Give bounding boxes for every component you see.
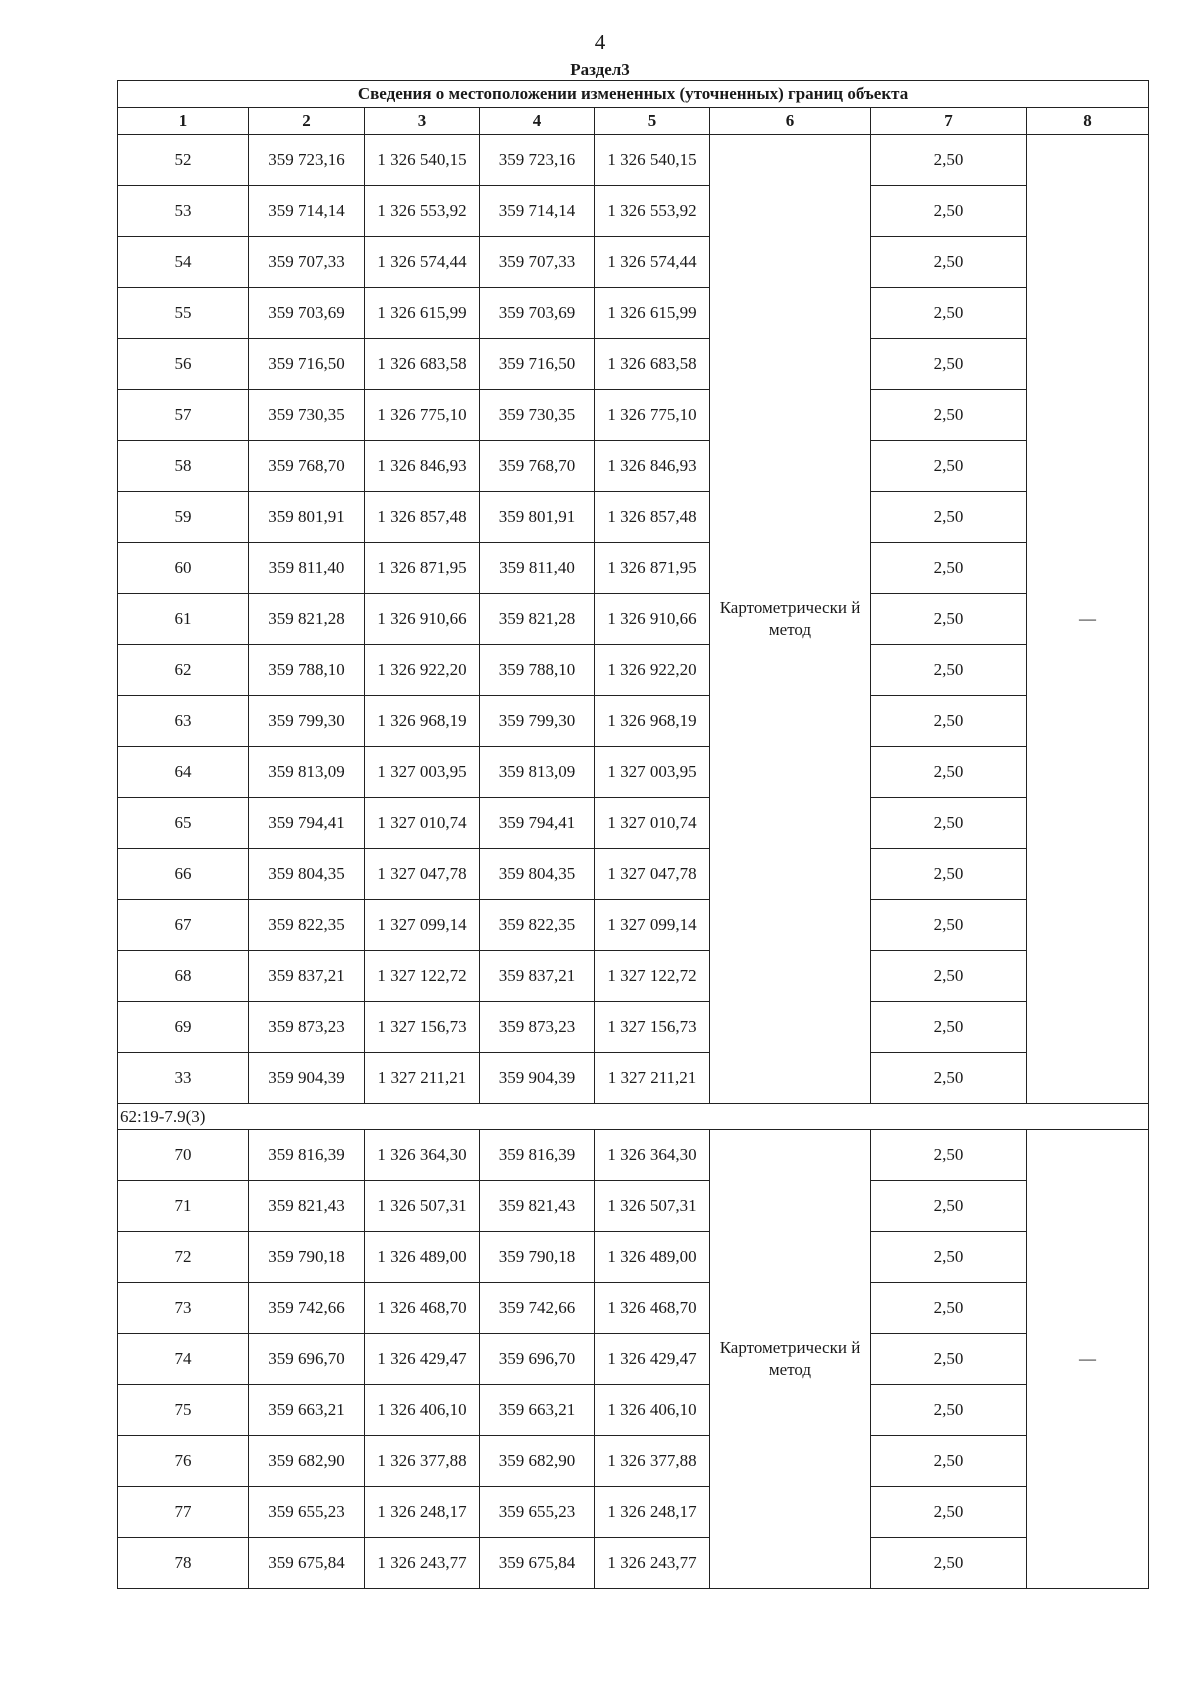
table-row [118, 135, 1149, 186]
table-row [118, 186, 1149, 237]
y-new-cell: 1 326 846,93 [595, 441, 710, 492]
table-row [118, 1538, 1149, 1589]
x-old-cell: 359 813,09 [249, 747, 365, 798]
accuracy-cell: 2,50 [871, 1002, 1027, 1053]
x-old-cell: 359 716,50 [249, 339, 365, 390]
y-old-cell: 1 326 243,77 [365, 1538, 480, 1589]
x-new-cell: 359 790,18 [480, 1232, 595, 1283]
y-old-cell: 1 326 871,95 [365, 543, 480, 594]
x-new-cell: 359 730,35 [480, 390, 595, 441]
y-old-cell: 1 327 003,95 [365, 747, 480, 798]
y-new-cell: 1 326 540,15 [595, 135, 710, 186]
point-number-cell: 59 [118, 492, 249, 543]
x-old-cell: 359 904,39 [249, 1053, 365, 1104]
x-new-cell: 359 804,35 [480, 849, 595, 900]
x-old-cell: 359 804,35 [249, 849, 365, 900]
accuracy-cell: 2,50 [871, 1385, 1027, 1436]
y-new-cell: 1 326 775,10 [595, 390, 710, 441]
group-label: 62:19-7.9(3) [118, 1104, 1149, 1130]
table-row [118, 1002, 1149, 1053]
y-new-cell: 1 326 377,88 [595, 1436, 710, 1487]
x-old-cell: 359 768,70 [249, 441, 365, 492]
x-old-cell: 359 837,21 [249, 951, 365, 1002]
point-number-cell: 74 [118, 1334, 249, 1385]
point-number-cell: 73 [118, 1283, 249, 1334]
table-row [118, 543, 1149, 594]
x-old-cell: 359 696,70 [249, 1334, 365, 1385]
x-new-cell: 359 801,91 [480, 492, 595, 543]
point-number-cell: 33 [118, 1053, 249, 1104]
point-number-cell: 58 [118, 441, 249, 492]
column-number: 3 [365, 108, 480, 135]
note-cell: — [1027, 135, 1149, 1104]
coordinates-table [117, 80, 1149, 1589]
y-new-cell: 1 326 468,70 [595, 1283, 710, 1334]
table-caption: Сведения о местоположении измененных (уточненных) границ объекта [118, 81, 1149, 108]
accuracy-cell: 2,50 [871, 237, 1027, 288]
x-new-cell: 359 703,69 [480, 288, 595, 339]
y-old-cell: 1 326 406,10 [365, 1385, 480, 1436]
table-row [118, 237, 1149, 288]
accuracy-cell: 2,50 [871, 390, 1027, 441]
y-old-cell: 1 326 922,20 [365, 645, 480, 696]
point-number-cell: 52 [118, 135, 249, 186]
x-old-cell: 359 821,28 [249, 594, 365, 645]
y-new-cell: 1 327 010,74 [595, 798, 710, 849]
table-row [118, 849, 1149, 900]
y-old-cell: 1 326 540,15 [365, 135, 480, 186]
x-new-cell: 359 675,84 [480, 1538, 595, 1589]
y-old-cell: 1 326 489,00 [365, 1232, 480, 1283]
point-number-cell: 70 [118, 1130, 249, 1181]
point-number-cell: 54 [118, 237, 249, 288]
point-number-cell: 56 [118, 339, 249, 390]
point-number-cell: 64 [118, 747, 249, 798]
accuracy-cell: 2,50 [871, 696, 1027, 747]
point-number-cell: 57 [118, 390, 249, 441]
note-cell: — [1027, 1130, 1149, 1589]
x-old-cell: 359 655,23 [249, 1487, 365, 1538]
accuracy-cell: 2,50 [871, 186, 1027, 237]
y-old-cell: 1 326 574,44 [365, 237, 480, 288]
y-old-cell: 1 326 468,70 [365, 1283, 480, 1334]
method-cell: Картометрически й метод [710, 1130, 871, 1589]
y-new-cell: 1 326 922,20 [595, 645, 710, 696]
group-label-row [118, 1104, 1149, 1130]
y-new-cell: 1 326 553,92 [595, 186, 710, 237]
column-number-row [118, 108, 1149, 135]
x-old-cell: 359 794,41 [249, 798, 365, 849]
y-new-cell: 1 327 003,95 [595, 747, 710, 798]
table-row [118, 492, 1149, 543]
accuracy-cell: 2,50 [871, 441, 1027, 492]
table-row [118, 441, 1149, 492]
x-new-cell: 359 799,30 [480, 696, 595, 747]
table-row [118, 696, 1149, 747]
point-number-cell: 76 [118, 1436, 249, 1487]
x-new-cell: 359 837,21 [480, 951, 595, 1002]
point-number-cell: 66 [118, 849, 249, 900]
y-old-cell: 1 327 010,74 [365, 798, 480, 849]
x-new-cell: 359 822,35 [480, 900, 595, 951]
point-number-cell: 65 [118, 798, 249, 849]
y-old-cell: 1 327 211,21 [365, 1053, 480, 1104]
y-new-cell: 1 326 406,10 [595, 1385, 710, 1436]
accuracy-cell: 2,50 [871, 645, 1027, 696]
point-number-cell: 69 [118, 1002, 249, 1053]
y-new-cell: 1 326 683,58 [595, 339, 710, 390]
x-old-cell: 359 742,66 [249, 1283, 365, 1334]
table-row [118, 339, 1149, 390]
point-number-cell: 71 [118, 1181, 249, 1232]
x-new-cell: 359 811,40 [480, 543, 595, 594]
accuracy-cell: 2,50 [871, 747, 1027, 798]
accuracy-cell: 2,50 [871, 849, 1027, 900]
accuracy-cell: 2,50 [871, 1538, 1027, 1589]
x-new-cell: 359 716,50 [480, 339, 595, 390]
y-old-cell: 1 326 910,66 [365, 594, 480, 645]
point-number-cell: 77 [118, 1487, 249, 1538]
table-row [118, 1283, 1149, 1334]
accuracy-cell: 2,50 [871, 1181, 1027, 1232]
accuracy-cell: 2,50 [871, 798, 1027, 849]
table-row [118, 1130, 1149, 1181]
accuracy-cell: 2,50 [871, 951, 1027, 1002]
point-number-cell: 68 [118, 951, 249, 1002]
y-old-cell: 1 326 683,58 [365, 339, 480, 390]
y-new-cell: 1 326 574,44 [595, 237, 710, 288]
table-row [118, 1385, 1149, 1436]
y-new-cell: 1 326 364,30 [595, 1130, 710, 1181]
y-old-cell: 1 326 968,19 [365, 696, 480, 747]
point-number-cell: 75 [118, 1385, 249, 1436]
y-new-cell: 1 326 429,47 [595, 1334, 710, 1385]
table-row [118, 594, 1149, 645]
table-row [118, 1334, 1149, 1385]
accuracy-cell: 2,50 [871, 1487, 1027, 1538]
y-new-cell: 1 326 968,19 [595, 696, 710, 747]
x-new-cell: 359 821,43 [480, 1181, 595, 1232]
x-new-cell: 359 742,66 [480, 1283, 595, 1334]
accuracy-cell: 2,50 [871, 339, 1027, 390]
y-old-cell: 1 327 156,73 [365, 1002, 480, 1053]
x-new-cell: 359 794,41 [480, 798, 595, 849]
accuracy-cell: 2,50 [871, 543, 1027, 594]
column-number: 6 [710, 108, 871, 135]
x-old-cell: 359 799,30 [249, 696, 365, 747]
accuracy-cell: 2,50 [871, 594, 1027, 645]
table-row [118, 900, 1149, 951]
method-cell: Картометрически й метод [710, 135, 871, 1104]
point-number-cell: 62 [118, 645, 249, 696]
accuracy-cell: 2,50 [871, 1334, 1027, 1385]
x-old-cell: 359 788,10 [249, 645, 365, 696]
y-old-cell: 1 326 377,88 [365, 1436, 480, 1487]
accuracy-cell: 2,50 [871, 1053, 1027, 1104]
y-new-cell: 1 327 122,72 [595, 951, 710, 1002]
column-number: 1 [118, 108, 249, 135]
y-new-cell: 1 326 489,00 [595, 1232, 710, 1283]
x-old-cell: 359 801,91 [249, 492, 365, 543]
point-number-cell: 61 [118, 594, 249, 645]
table-row [118, 1181, 1149, 1232]
column-number: 2 [249, 108, 365, 135]
y-new-cell: 1 326 857,48 [595, 492, 710, 543]
point-number-cell: 72 [118, 1232, 249, 1283]
y-old-cell: 1 326 248,17 [365, 1487, 480, 1538]
y-new-cell: 1 326 615,99 [595, 288, 710, 339]
x-new-cell: 359 696,70 [480, 1334, 595, 1385]
column-number: 4 [480, 108, 595, 135]
y-old-cell: 1 326 553,92 [365, 186, 480, 237]
x-old-cell: 359 703,69 [249, 288, 365, 339]
y-old-cell: 1 327 099,14 [365, 900, 480, 951]
point-number-cell: 55 [118, 288, 249, 339]
point-number-cell: 63 [118, 696, 249, 747]
x-new-cell: 359 788,10 [480, 645, 595, 696]
table-row [118, 798, 1149, 849]
x-old-cell: 359 707,33 [249, 237, 365, 288]
x-new-cell: 359 816,39 [480, 1130, 595, 1181]
x-old-cell: 359 730,35 [249, 390, 365, 441]
table-row [118, 1232, 1149, 1283]
x-old-cell: 359 822,35 [249, 900, 365, 951]
y-old-cell: 1 327 047,78 [365, 849, 480, 900]
x-old-cell: 359 873,23 [249, 1002, 365, 1053]
x-new-cell: 359 682,90 [480, 1436, 595, 1487]
accuracy-cell: 2,50 [871, 1436, 1027, 1487]
table-row [118, 390, 1149, 441]
table-row [118, 747, 1149, 798]
y-old-cell: 1 326 857,48 [365, 492, 480, 543]
section-title: Раздел3 [570, 60, 630, 79]
x-old-cell: 359 816,39 [249, 1130, 365, 1181]
x-new-cell: 359 821,28 [480, 594, 595, 645]
x-new-cell: 359 714,14 [480, 186, 595, 237]
table-body [118, 135, 1149, 1589]
y-old-cell: 1 327 122,72 [365, 951, 480, 1002]
y-old-cell: 1 326 507,31 [365, 1181, 480, 1232]
x-new-cell: 359 904,39 [480, 1053, 595, 1104]
accuracy-cell: 2,50 [871, 1232, 1027, 1283]
x-new-cell: 359 707,33 [480, 237, 595, 288]
y-old-cell: 1 326 615,99 [365, 288, 480, 339]
x-new-cell: 359 873,23 [480, 1002, 595, 1053]
y-new-cell: 1 327 156,73 [595, 1002, 710, 1053]
column-number: 8 [1027, 108, 1149, 135]
y-new-cell: 1 326 507,31 [595, 1181, 710, 1232]
accuracy-cell: 2,50 [871, 1130, 1027, 1181]
point-number-cell: 78 [118, 1538, 249, 1589]
y-old-cell: 1 326 775,10 [365, 390, 480, 441]
y-new-cell: 1 326 243,77 [595, 1538, 710, 1589]
x-old-cell: 359 723,16 [249, 135, 365, 186]
x-old-cell: 359 675,84 [249, 1538, 365, 1589]
x-old-cell: 359 714,14 [249, 186, 365, 237]
x-new-cell: 359 768,70 [480, 441, 595, 492]
point-number-cell: 53 [118, 186, 249, 237]
column-number: 7 [871, 108, 1027, 135]
x-old-cell: 359 821,43 [249, 1181, 365, 1232]
x-old-cell: 359 682,90 [249, 1436, 365, 1487]
y-old-cell: 1 326 364,30 [365, 1130, 480, 1181]
x-old-cell: 359 811,40 [249, 543, 365, 594]
page-number: 4 [594, 30, 606, 54]
accuracy-cell: 2,50 [871, 900, 1027, 951]
x-new-cell: 359 663,21 [480, 1385, 595, 1436]
table-row [118, 645, 1149, 696]
x-new-cell: 359 723,16 [480, 135, 595, 186]
y-new-cell: 1 327 099,14 [595, 900, 710, 951]
accuracy-cell: 2,50 [871, 1283, 1027, 1334]
table-row [118, 951, 1149, 1002]
y-new-cell: 1 326 910,66 [595, 594, 710, 645]
y-new-cell: 1 327 047,78 [595, 849, 710, 900]
table-row [118, 1487, 1149, 1538]
accuracy-cell: 2,50 [871, 288, 1027, 339]
y-new-cell: 1 326 248,17 [595, 1487, 710, 1538]
accuracy-cell: 2,50 [871, 135, 1027, 186]
column-number: 5 [595, 108, 710, 135]
y-new-cell: 1 327 211,21 [595, 1053, 710, 1104]
x-old-cell: 359 663,21 [249, 1385, 365, 1436]
point-number-cell: 67 [118, 900, 249, 951]
x-new-cell: 359 813,09 [480, 747, 595, 798]
y-new-cell: 1 326 871,95 [595, 543, 710, 594]
table-row [118, 288, 1149, 339]
table-row [118, 1436, 1149, 1487]
y-old-cell: 1 326 846,93 [365, 441, 480, 492]
x-old-cell: 359 790,18 [249, 1232, 365, 1283]
accuracy-cell: 2,50 [871, 492, 1027, 543]
point-number-cell: 60 [118, 543, 249, 594]
table-row [118, 1053, 1149, 1104]
y-old-cell: 1 326 429,47 [365, 1334, 480, 1385]
x-new-cell: 359 655,23 [480, 1487, 595, 1538]
